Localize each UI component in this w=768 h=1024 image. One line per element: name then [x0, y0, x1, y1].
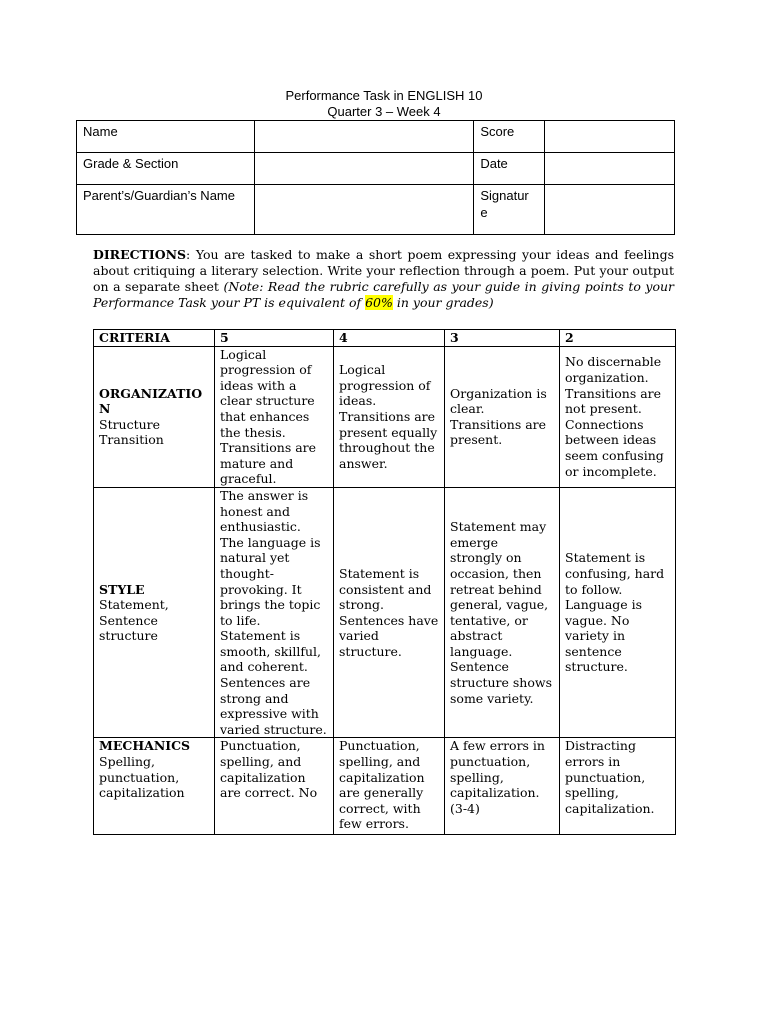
student-info-table: [76, 120, 675, 235]
mechanics-score-5: Punctuation, spelling, and capitalization are correct. No: [215, 738, 334, 835]
directions-note: (Note: Read the rubric carefully as your guide in giving points to your Performance Task your PT is equivalent of: [93, 279, 674, 310]
header-criteria: CRITERIA: [94, 330, 215, 347]
criteria-sub: Structure Transition: [99, 416, 164, 448]
rubric-table: [93, 329, 676, 835]
mechanics-score-2: Distracting errors in punctuation, spelling, capitalization.: [560, 738, 676, 835]
directions-colon: :: [186, 247, 191, 262]
page-subtitle: Quarter 3 – Week 4: [327, 104, 441, 119]
criteria-organization: [94, 346, 215, 487]
page-title: Performance Task in ENGLISH 10: [285, 88, 483, 103]
organization-score-2: No discernable organization. Transitions are not present. Connections between ideas seem confusing or incomplete.: [560, 346, 676, 487]
organization-score-4: Logical progression of ideas. Transitions are present equally throughout the answer.: [334, 346, 445, 487]
date-label: Date: [474, 153, 545, 185]
mechanics-score-4: Punctuation, spelling, and capitalization are generally correct, with few errors.: [334, 738, 445, 835]
signature-label: Signatur e: [474, 185, 545, 235]
name-field[interactable]: [254, 121, 473, 153]
grade-section-field[interactable]: [254, 153, 473, 185]
name-label: Name: [77, 121, 255, 153]
header-score-3: 3: [445, 330, 560, 347]
rubric-row-mechanics: [94, 738, 676, 835]
parent-guardian-field[interactable]: [254, 185, 473, 235]
criteria-title: MECHANICS: [99, 738, 191, 754]
style-score-2: Statement is confusing, hard to follow. Language is vague. No variety in sentence structure.: [560, 487, 676, 738]
percent-highlight: 60%: [365, 295, 393, 310]
criteria-title: STYLE: [99, 581, 145, 597]
organization-score-3: Organization is clear. Transitions are present.: [445, 346, 560, 487]
mechanics-score-3: A few errors in punctuation, spelling, capitalization. (3-4): [445, 738, 560, 835]
header-score-4: 4: [334, 330, 445, 347]
header-score-2: 2: [560, 330, 676, 347]
score-label: Score: [474, 121, 545, 153]
criteria-title: ORGANIZATIO N: [99, 385, 203, 417]
signature-field[interactable]: [545, 185, 675, 235]
directions-paragraph: [93, 247, 674, 311]
directions-text: You are tasked to make a short poem expressing your ideas and feelings about critiquing a literary selection. Write your reflection through a poem. Put your output on a separate sheet: [93, 247, 674, 294]
criteria-style: [94, 487, 215, 738]
date-field[interactable]: [545, 153, 675, 185]
parent-guardian-label: Parent’s/Guardian’s Name: [77, 185, 255, 235]
criteria-sub: Statement, Sentence structure: [99, 597, 169, 644]
directions-label: DIRECTIONS: [93, 247, 187, 262]
organization-score-5: Logical progression of ideas with a clear structure that enhances the thesis. Transitions are mature and graceful.: [215, 346, 334, 487]
style-score-5: The answer is honest and enthusiastic. The language is natural yet thought-provoking. It brings the topic to life. Statement is smooth, skillful, and coherent. Sentences are strong and expressive with varied structure.: [215, 487, 334, 738]
score-field[interactable]: [545, 121, 675, 153]
style-score-4: Statement is consistent and strong. Sentences have varied structure.: [334, 487, 445, 738]
criteria-mechanics: [94, 738, 215, 835]
rubric-row-style: [94, 487, 676, 738]
directions-note-end: in your grades): [392, 295, 494, 310]
header-score-5: 5: [215, 330, 334, 347]
style-score-3: Statement may emerge strongly on occasion, then retreat behind general, vague, tentative, or abstract language. Sentence structure shows some variety.: [445, 487, 560, 738]
rubric-row-organization: [94, 346, 676, 487]
grade-section-label: Grade & Section: [77, 153, 255, 185]
criteria-sub: Spelling, punctuation, capitalization: [99, 754, 185, 801]
